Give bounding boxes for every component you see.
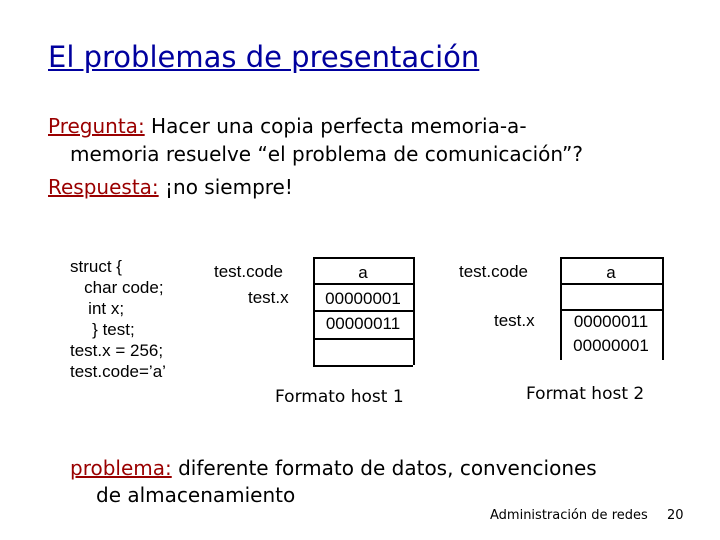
question-line-1 — [48, 112, 527, 140]
page-number: 20 — [667, 508, 684, 523]
code-line: int x; — [74, 299, 125, 318]
problem-line-1 — [70, 454, 597, 482]
host2-divider — [560, 283, 662, 285]
slide-title: El problemas de presentación — [48, 40, 480, 74]
code-line: struct { — [70, 257, 122, 276]
host1-cell-0: a — [358, 263, 368, 282]
host2-divider — [560, 309, 662, 311]
code-line: char code; — [70, 278, 164, 297]
footer-course: Administración de redes — [490, 508, 648, 523]
code-line: test.code=’a’ — [70, 362, 166, 381]
problem-text-2: de almacenamiento — [96, 483, 296, 507]
problem-label: problema: — [70, 456, 172, 480]
host2-cell-2: 00000011 — [573, 312, 649, 331]
host2-label-code: test.code — [459, 262, 528, 281]
answer-label: Respuesta: — [48, 175, 159, 199]
host1-label-code: test.code — [214, 262, 283, 281]
code-line: } test; — [78, 320, 135, 339]
host2-label-x: test.x — [494, 311, 535, 330]
host1-divider — [313, 310, 413, 312]
host1-cell-1: 00000001 — [325, 289, 401, 308]
answer-text: ¡no siempre! — [158, 175, 293, 199]
host1-cell-2: 00000011 — [325, 314, 401, 333]
host1-label-x: test.x — [248, 288, 289, 307]
host2-divider — [560, 257, 662, 259]
host1-caption: Formato host 1 — [275, 387, 404, 407]
struct-code-block — [70, 256, 166, 382]
host2-caption: Format host 2 — [526, 384, 645, 404]
question-text-2: memoria resuelve “el problema de comunicación”? — [70, 142, 583, 166]
host1-divider — [313, 257, 413, 259]
host2-cell-3: 00000001 — [573, 336, 649, 355]
question-label: Pregunta: — [48, 114, 145, 138]
answer-line — [48, 173, 293, 201]
code-line: test.x = 256; — [70, 341, 164, 360]
host1-divider — [313, 338, 413, 340]
question-text-1: Hacer una copia perfecta memoria-a- — [144, 114, 527, 138]
host1-divider — [313, 365, 413, 367]
host2-cell-0: a — [606, 263, 616, 282]
problem-text-1: diferente formato de datos, convenciones — [171, 456, 597, 480]
host1-divider — [313, 283, 413, 285]
